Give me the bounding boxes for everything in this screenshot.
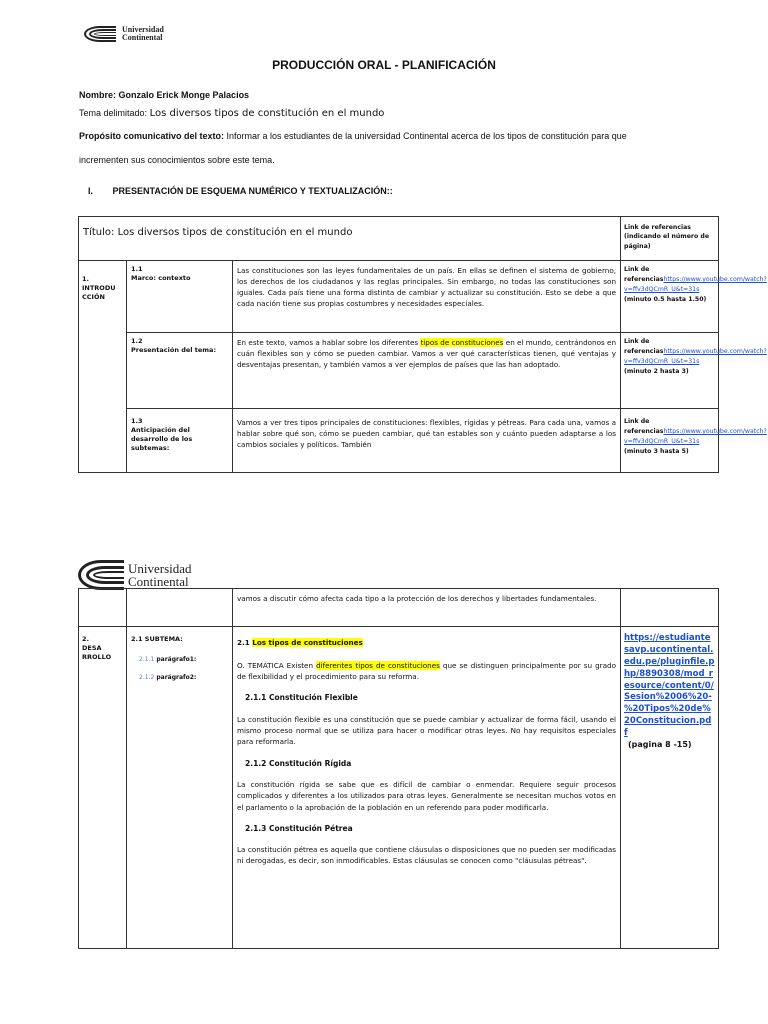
purpose-value-2: incrementen sus conocimientos sobre este tema. [79, 155, 275, 165]
section-cell-intro [79, 261, 127, 473]
text-part: que se distinguen principalmente por su grado de flexibilidad y el procedimiento para su reforma. [237, 661, 616, 682]
dev-number: 2. [82, 635, 89, 643]
item-label: parágrafo1: [156, 656, 197, 664]
block-title-petrea: 2.1.3 Constitución Pétrea [245, 823, 353, 833]
university-logo-large [78, 560, 192, 590]
purpose-label: Propósito comunicativo del texto: [79, 131, 225, 141]
row-num: 1.2 [131, 337, 143, 345]
highlight: diferentes tipos de constituciones [316, 661, 440, 671]
ref-link[interactable]: https://www.youtube.com/watch?v=ffv3dQCmR_U&t=31s [624, 275, 767, 293]
row-label-1-2 [127, 333, 233, 409]
ref-minutes: (minuto 2 hasta 3) [624, 367, 689, 375]
row-label: Presentación del tema: [131, 346, 217, 355]
subtema-cell [127, 627, 233, 949]
subtopic-num: 2.1 [237, 638, 253, 647]
row-text-1-3: Vamos a ver tres tipos principales de constituciones: flexibles, rígidas y pétreas. Para cada una, vamos a hablar sobre qué son, cómo se pueden cambiar, qué tan estables son y cuánto pueden adaptarse a los cambios sociales y políticos. También [233, 409, 621, 473]
intro-name-1: INTRODU [82, 284, 116, 293]
logo-emblem-icon [78, 560, 124, 590]
topic-line [79, 108, 384, 119]
row-label: Marco: contexto [131, 274, 191, 283]
ref-minutes: (minuto 3 hasta 5) [624, 447, 689, 455]
subtopic-heading [237, 637, 616, 648]
paragraph-item-2 [139, 674, 228, 682]
section-heading [88, 186, 393, 196]
ref-label: Link de referencias [624, 266, 664, 283]
development-text [233, 627, 621, 949]
row-num: 1.1 [131, 265, 143, 273]
section-title: PRESENTACIÓN DE ESQUEMA NUMÉRICO Y TEXTUALIZACIÓN:: [112, 186, 393, 196]
topic-label: Tema delimitado: [79, 108, 148, 118]
ref-link[interactable]: https://www.youtube.com/watch?v=ffv3dQCmR_U&t=31s [624, 347, 767, 365]
intro-number: 1. [82, 275, 89, 283]
intro-paragraph [237, 660, 616, 682]
row-num: 1.3 [131, 417, 143, 425]
highlight: tipos de constituciones [420, 338, 504, 347]
dev-name-1: DESA [82, 644, 102, 653]
block-title-rigid: 2.1.2 Constitución Rígida [245, 758, 352, 768]
text-part: O. TEMÁTICA Existen [237, 661, 317, 671]
planning-table [78, 216, 767, 473]
topic-value: Los diversos tipos de constitución en el mundo [149, 108, 385, 119]
empty-cell [621, 589, 719, 627]
empty-cell [127, 589, 233, 627]
row-ref-1-3 [621, 409, 767, 473]
dev-name-2: RROLLO [82, 653, 112, 662]
text-part: En este texto, vamos a hablar sobre los diferentes [237, 338, 421, 347]
ref-label: Link de referencias [624, 418, 664, 435]
continuation-text: vamos a discutir cómo afecta cada tipo a la protección de los derechos y libertades fundamentales. [233, 589, 621, 627]
row-text-1-1: Las constituciones son las leyes fundamentales de un país. En ellas se definen el sistema de gobierno, los derechos de los ciudadanos y las reglas principales. Sin embargo, no todas las constituciones son iguales. Cada país tiene una forma distinta de cambiar y actualizar su constitución. Esto se debe a que cada nación tiene sus propias costumbres y necesidades especiales. [233, 261, 621, 333]
section-number: I. [88, 186, 94, 196]
intro-name-2: CCIÓN [82, 293, 105, 302]
purpose-value-1: Informar a los estudiantes de la universidad Continental acerca de los tipos de constitución para que [226, 131, 627, 141]
row-text-1-2 [233, 333, 621, 409]
purpose-line-2 [79, 155, 275, 165]
subtopic-title: Los tipos de constituciones [252, 638, 363, 647]
block-text-rigid: La constitución rígida se sabe que es difícil de cambiar o enmendar. Requiere seguir procesos complicados y diferentes a los utilizados para otras leyes. Generalmente se necesitan muchos votos en el parlamento o la aprobación de la población en un referendo para poder modificarla. [237, 780, 616, 812]
row-label-1-1 [127, 261, 233, 333]
row-label: Anticipación del desarrollo de los subtemas: [131, 426, 193, 453]
page-title: PRODUCCIÓN ORAL - PLANIFICACIÓN [272, 58, 496, 72]
planning-table-continued [78, 588, 719, 949]
ref-minutes: (minuto 0.5 hasta 1.50) [624, 295, 707, 303]
text-part: en el mundo, centrándonos en cuán flexibles son y cómo se pueden cambiar. Vamos a ver qué características tienen, qué ventajas y desventajas presentan, y también vamos a ver ejemplos de países que las han adoptado. [237, 338, 617, 370]
name-value: Gonzalo Erick Monge Palacios [118, 90, 250, 100]
subtema-label: 2.1 SUBTEMA: [131, 635, 183, 643]
ref-pages: (pagina 8 -15) [628, 740, 692, 750]
ref-link[interactable]: https://estudiantesavp.ucontinental.edu.pe/pluginfile.php/8890308/mod_resource/content/0/Sesion%2006%20-%20Tipos%20de%20Constitucion.pdf [624, 633, 715, 739]
logo-line-1: Universidad [128, 561, 192, 576]
dev-ref-cell [621, 627, 719, 949]
logo-line-2: Continental [122, 33, 163, 42]
row-ref-1-2 [621, 333, 767, 409]
table-title: Título: Los diversos tipos de constitución en el mundo [79, 217, 621, 261]
block-title-flexible: 2.1.1 Constitución Flexible [245, 693, 358, 703]
item-num: 2.1.2 [139, 674, 155, 682]
ref-link[interactable]: https://www.youtube.com/watch?v=ffv3dQCmR_U&t=31s [624, 427, 767, 445]
row-label-1-3 [127, 409, 233, 473]
logo-line-1: Universidad [122, 25, 164, 34]
block-text-flexible: La constitución flexible es una constitución que se puede cambiar y actualizar de forma fácil, usando el mismo proceso normal que se utiliza para hacer o modificar otras leyes. No hay requisitos especiales para reformarla. [237, 715, 616, 747]
row-ref-1-1 [621, 261, 767, 333]
section-cell-development [79, 627, 127, 949]
purpose-line [79, 131, 627, 141]
block-text-petrea: La constitución pétrea es aquella que contiene cláusulas o disposiciones que no pueden ser modificadas ni derogadas, es decir, son inmodificables. Estas cláusulas se conocen como "cláusulas pétreas". [237, 845, 616, 866]
name-label: Nombre: [79, 90, 117, 100]
logo-emblem-icon [84, 26, 116, 42]
logo-line-2: Continental [128, 574, 189, 589]
ref-label: Link de referencias [624, 338, 664, 355]
link-header: Link de referencias (indicando el número de página) [621, 217, 719, 261]
item-num: 2.1.1 [139, 656, 155, 664]
item-label: parágrafo2: [156, 674, 197, 682]
empty-cell [79, 589, 127, 627]
name-line [79, 90, 249, 100]
paragraph-item-1 [139, 656, 228, 664]
university-logo [84, 26, 164, 42]
